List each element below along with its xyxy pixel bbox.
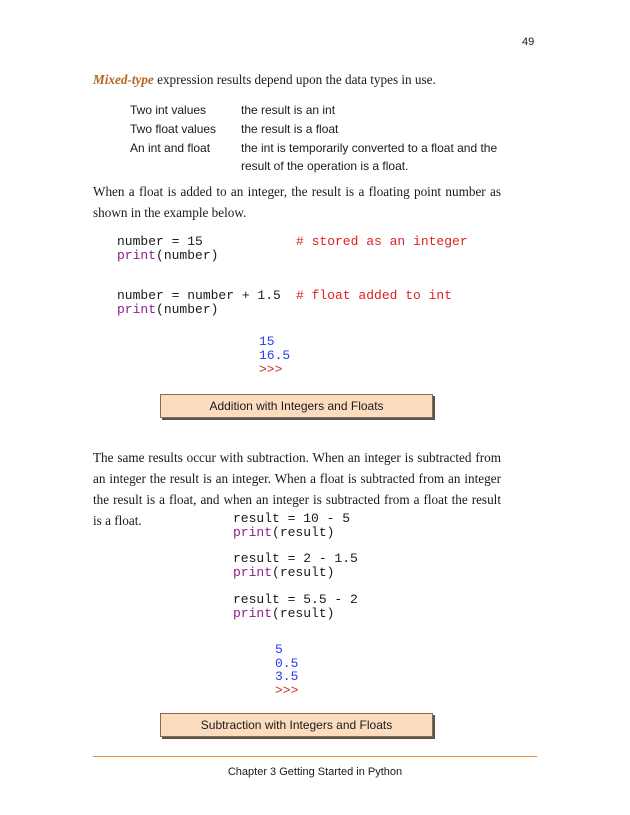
type-description: the result is a float bbox=[241, 122, 339, 136]
code-line: result = 2 - 1.5 bbox=[233, 551, 358, 566]
type-description: the result is an int bbox=[241, 103, 336, 117]
shell-prompt: >>> bbox=[275, 683, 299, 698]
code-line: result = 5.5 - 2 bbox=[233, 592, 358, 607]
chapter-footer: Chapter 3 Getting Started in Python bbox=[227, 766, 403, 778]
code-args: (result) bbox=[272, 606, 335, 621]
code-line bbox=[117, 249, 218, 263]
output-line: 3.5 bbox=[275, 669, 299, 684]
code-line bbox=[233, 566, 334, 580]
code-comment: # stored as an integer bbox=[296, 234, 468, 249]
code-args: (result) bbox=[272, 565, 335, 580]
figure-caption-addition: Addition with Integers and Floats bbox=[160, 394, 433, 418]
print-keyword: print bbox=[117, 302, 157, 317]
figure-caption-subtraction: Subtraction with Integers and Floats bbox=[160, 713, 433, 737]
paragraph-addition: When a float is added to an integer, the result is a floating point number as shown in the example below. bbox=[93, 184, 501, 220]
intro-text: expression results depend upon the data types in use. bbox=[153, 72, 436, 87]
output-line: 16.5 bbox=[259, 348, 291, 363]
type-label: Two int values bbox=[130, 103, 207, 117]
type-label: Two float values bbox=[130, 122, 217, 136]
print-keyword: print bbox=[117, 248, 157, 263]
type-description: the int is temporarily converted to a float and the result of the operation is a float. bbox=[241, 141, 498, 173]
output-line: 5 bbox=[275, 642, 283, 657]
page-number: 49 bbox=[522, 36, 535, 48]
mixed-type-term: Mixed-type bbox=[93, 72, 154, 87]
code-line: result = 10 - 5 bbox=[233, 511, 351, 526]
footer-divider bbox=[93, 756, 537, 757]
intro-sentence bbox=[93, 72, 436, 88]
code-line bbox=[233, 526, 334, 540]
code-line: number = 15 bbox=[117, 234, 203, 249]
paragraph-subtraction: The same results occur with subtraction. When an integer is subtracted from an integer the result is an integer. When a float is subtracted from an integer the result is a float, and when an integer is subtracted from a float the result is a float. bbox=[93, 450, 501, 528]
code-args: (number) bbox=[156, 302, 219, 317]
type-label: An int and float bbox=[130, 141, 211, 155]
code-args: (result) bbox=[272, 525, 335, 540]
code-line: number = number + 1.5 bbox=[117, 288, 281, 303]
output-line: 15 bbox=[259, 334, 275, 349]
code-line bbox=[233, 607, 334, 621]
output-line: 0.5 bbox=[275, 656, 299, 671]
print-keyword: print bbox=[233, 606, 273, 621]
shell-prompt: >>> bbox=[259, 362, 283, 377]
code-args: (number) bbox=[156, 248, 219, 263]
print-keyword: print bbox=[233, 525, 273, 540]
code-line bbox=[117, 303, 218, 317]
code-comment: # float added to int bbox=[296, 288, 453, 303]
print-keyword: print bbox=[233, 565, 273, 580]
